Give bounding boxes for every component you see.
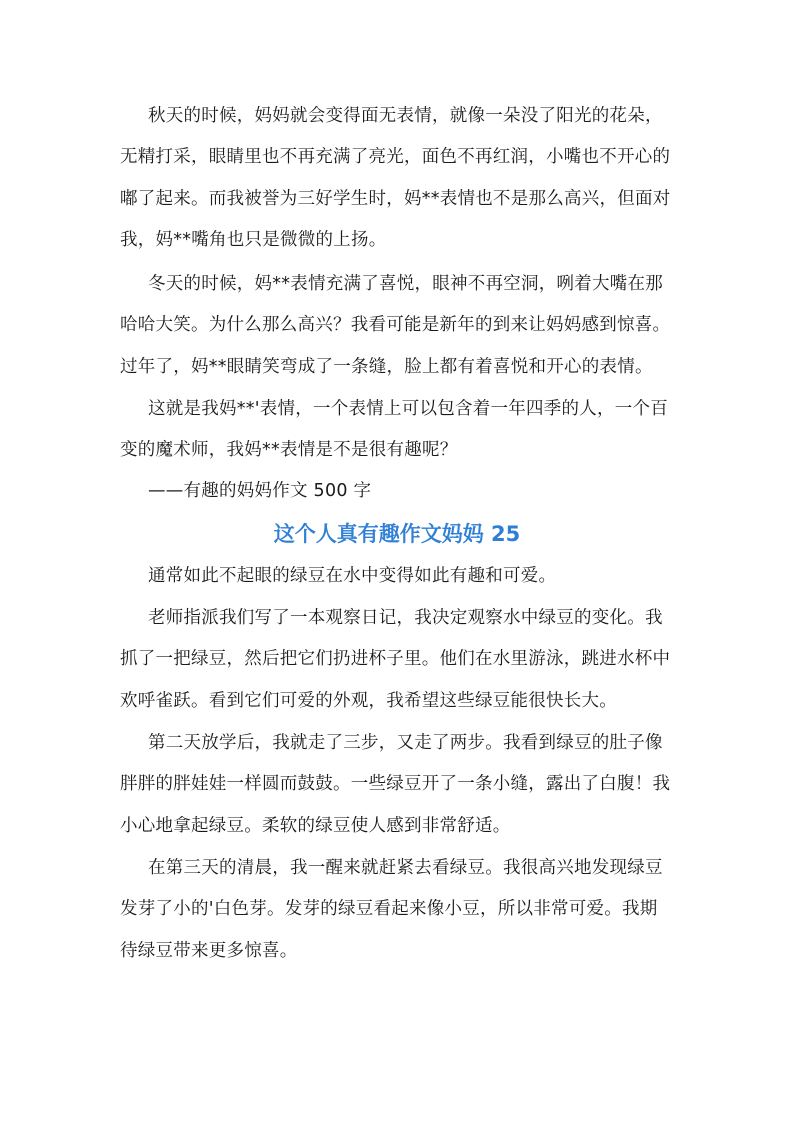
paragraph-line: 冬天的时候，妈**表情充满了喜悦，眼神不再空洞，咧着大嘴在那 bbox=[148, 274, 663, 294]
paragraph-line: 第二天放学后，我就走了三步，又走了两步。我看到绿豆的肚子像 bbox=[148, 733, 663, 753]
paragraph-line: 我，妈**嘴角也只是微微的上扬。 bbox=[120, 229, 387, 250]
section-heading: 这个人真有趣作文妈妈 25 bbox=[273, 522, 521, 546]
paragraph-line: 小心地拿起绿豆。柔软的绿豆使人感到非常舒适。 bbox=[120, 815, 511, 836]
paragraph-line: 通常如此不起眼的绿豆在水中变得如此有趣和可爱。 bbox=[148, 566, 557, 586]
essay-signature bbox=[120, 471, 676, 512]
paragraph-observation bbox=[120, 598, 676, 722]
paragraph-line: 嘟了起来。而我被誉为三好学生时，妈**表情也不是那么高兴，但面对 bbox=[120, 188, 671, 209]
paragraph-line: 哈哈大笑。为什么那么高兴？我看可能是新年的到来让妈妈感到惊喜。 bbox=[120, 315, 671, 336]
paragraph-line: 这就是我妈**'表情，一个表情上可以包含着一年四季的人，一个百 bbox=[148, 399, 669, 419]
paragraph-line: 待绿豆带来更多惊喜。 bbox=[120, 940, 298, 961]
paragraph-intro bbox=[120, 556, 676, 597]
paragraph-winter bbox=[120, 264, 676, 388]
paragraph-line: 胖胖的胖娃娃一样圆而鼓鼓。一些绿豆开了一条小缝，露出了白腹！我 bbox=[120, 774, 671, 795]
paragraph-line: 在第三天的清晨，我一醒来就赶紧去看绿豆。我很高兴地发现绿豆 bbox=[148, 858, 663, 878]
paragraph-day-three bbox=[120, 848, 676, 972]
paragraph-line: 发芽了小的'白色芽。发芽的绿豆看起来像小豆，所以非常可爱。我期 bbox=[120, 899, 658, 920]
paragraph-conclusion bbox=[120, 389, 676, 472]
paragraph-line: 抓了一把绿豆，然后把它们扔进杯子里。他们在水里游泳，跳进水杯中 bbox=[120, 649, 671, 670]
paragraph-day-two bbox=[120, 723, 676, 847]
paragraph-line: 变的魔术师，我妈**表情是不是很有趣呢？ bbox=[120, 440, 458, 461]
paragraph-line: 欢呼雀跃。看到它们可爱的外观，我希望这些绿豆能很快长大。 bbox=[120, 690, 617, 711]
paragraph-line: 过年了，妈**眼睛笑弯成了一条缝，脸上都有着喜悦和开心的表情。 bbox=[120, 356, 653, 377]
signature-line: ——有趣的妈妈作文 500 字 bbox=[148, 481, 372, 501]
paragraph-line: 秋天的时候，妈妈就会变得面无表情，就像一朵没了阳光的花朵， bbox=[148, 106, 663, 126]
paragraph-line: 老师指派我们写了一本观察日记，我决定观察水中绿豆的变化。我 bbox=[148, 608, 663, 628]
paragraph-line: 无精打采，眼睛里也不再充满了亮光，面色不再红润，小嘴也不开心的 bbox=[120, 147, 671, 168]
paragraph-autumn bbox=[120, 96, 676, 261]
